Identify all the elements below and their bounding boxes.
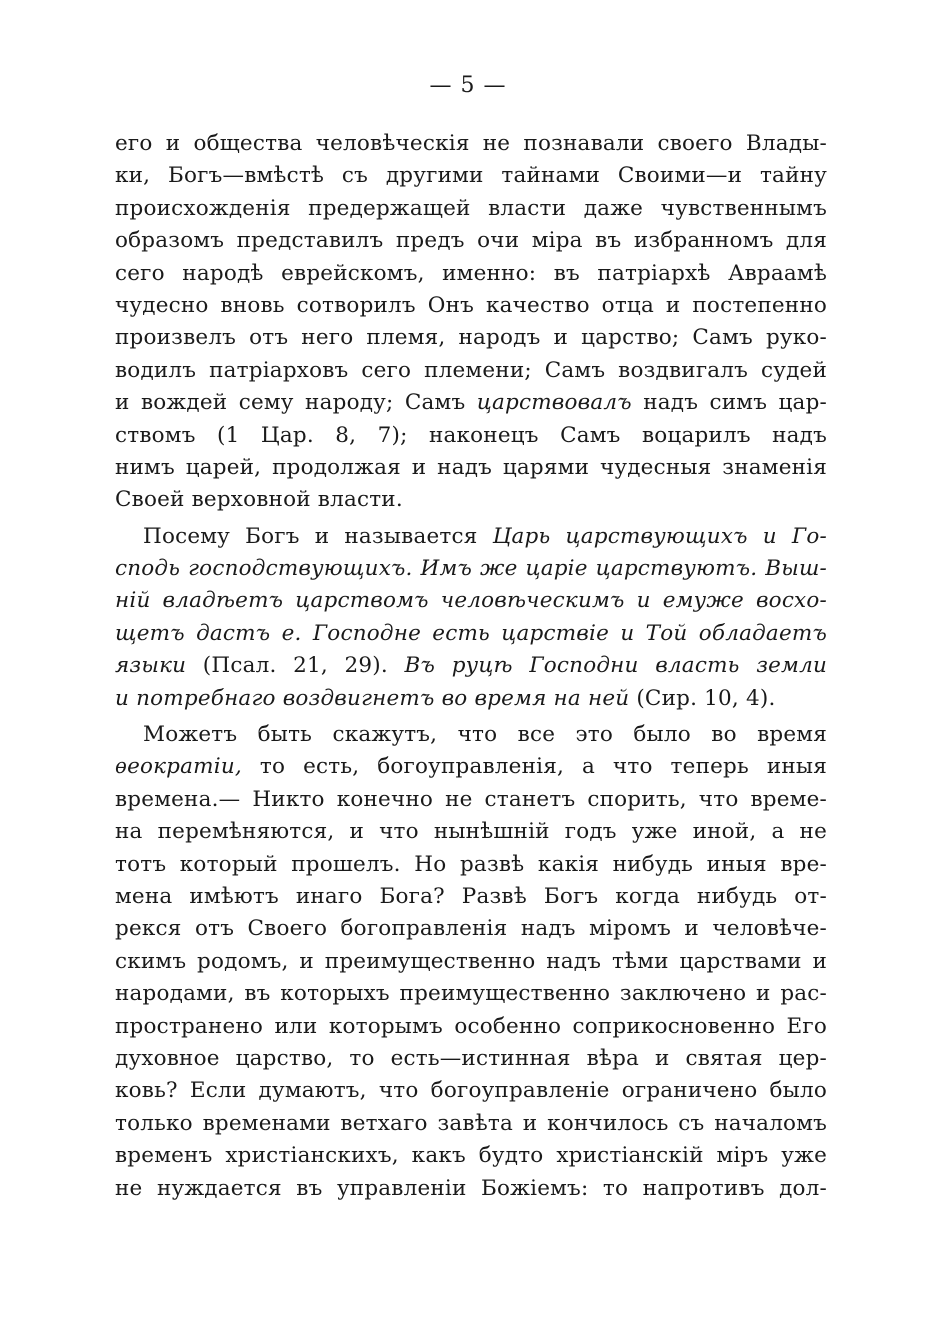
text-line xyxy=(115,650,827,682)
text-segment: времена.— Никто конечно не станетъ спорить, что време- xyxy=(115,786,827,812)
text-line xyxy=(115,521,827,553)
text-segment-italic: ній владѣетъ царствомъ человѣческимъ и емуже восхо- xyxy=(115,588,827,614)
text-segment: Посему Богъ и называется xyxy=(143,523,493,549)
text-line xyxy=(115,553,827,585)
text-line xyxy=(115,946,827,978)
paragraph xyxy=(115,719,827,1205)
text-segment: скимъ родомъ, и преимущественно надъ тѣми царствами и xyxy=(115,948,827,974)
text-line xyxy=(115,683,827,715)
text-line xyxy=(115,751,827,783)
text-segment: Можетъ быть скажутъ, что все это было во время xyxy=(143,722,827,748)
text-line xyxy=(115,128,827,160)
text-segment: ки, Богъ—вмѣстѣ съ другими тайнами Своими—и тайну xyxy=(115,163,827,189)
text-segment: тотъ который прошелъ. Но развѣ какія нибудь иныя вре- xyxy=(115,851,827,877)
text-segment-italic: и потребнаго воздвигнетъ во время на ней xyxy=(115,685,630,711)
text-segment-italic: царствовалъ xyxy=(476,390,632,416)
text-segment: водилъ патріарховъ сего племени; Самъ воздвигалъ судей xyxy=(115,357,827,383)
text-segment: образомъ представилъ предъ очи міра въ избранномъ для xyxy=(115,228,827,254)
text-segment-italic: сподь господствующихъ. Имъ же царіе царствуютъ. Выш- xyxy=(115,556,827,582)
text-segment: то есть, богоуправленія, а что теперь иныя xyxy=(241,754,827,780)
text-segment: не нуждается въ управленіи Божіемъ: то напротивъ дол- xyxy=(115,1175,827,1201)
text-segment-italic: щетъ дастъ е. Господне есть царствіе и Той обладаетъ xyxy=(115,620,827,646)
text-segment: (Сир. 10, 4). xyxy=(629,685,776,711)
text-line xyxy=(115,452,827,484)
text-segment: и вождей сему народу; Самъ xyxy=(115,390,477,416)
text-line xyxy=(115,978,827,1010)
text-line xyxy=(115,225,827,257)
text-line xyxy=(115,1173,827,1205)
text-line xyxy=(115,913,827,945)
text-line xyxy=(115,618,827,650)
text-segment: Своей верховной власти. xyxy=(115,487,403,513)
text-line xyxy=(115,1108,827,1140)
text-line xyxy=(115,849,827,881)
text-line xyxy=(115,585,827,617)
text-line xyxy=(115,719,827,751)
text-segment: надъ симъ цар- xyxy=(631,390,827,416)
text-segment: его и общества человѣческія не познавали своего Влады- xyxy=(115,131,827,156)
text-segment: только временами ветхаго завѣта и кончилось съ началомъ xyxy=(115,1110,827,1136)
text-line xyxy=(115,1140,827,1172)
text-segment-italic: ѳеократіи, xyxy=(115,754,242,780)
text-segment: пространено или которымъ особенно соприкосновенно Его xyxy=(115,1013,827,1039)
text-line xyxy=(115,355,827,387)
text-segment-italic: Царь царствующихъ и Го- xyxy=(492,523,827,549)
text-line xyxy=(115,322,827,354)
paragraph xyxy=(115,521,827,715)
text-segment: (Псал. 21, 29). xyxy=(186,653,405,679)
text-segment: нимъ царей, продолжая и надъ царями чудесныя знаменія xyxy=(115,454,827,480)
text-segment: чудесно вновь сотворилъ Онъ качество отца и постепенно xyxy=(115,292,827,318)
text-line xyxy=(115,784,827,816)
text-segment: происхожденія предержащей власти даже чувственнымъ xyxy=(115,195,827,221)
paragraph xyxy=(115,128,827,517)
text-segment-italic: языки xyxy=(115,653,187,679)
text-line xyxy=(115,290,827,322)
text-segment: ковь? Если думаютъ, что богоуправленіе ограничено было xyxy=(115,1078,827,1104)
text-segment: на перемѣняются, и что нынѣшній годъ уже иной, а не xyxy=(115,819,827,845)
page-number: — 5 — xyxy=(429,73,507,98)
text-segment: рекся отъ Своего богоправленія надъ міромъ и человѣче- xyxy=(115,916,827,942)
text-line xyxy=(115,193,827,225)
text-line xyxy=(115,1075,827,1107)
text-segment: мена имѣютъ инаго Бога? Развѣ Богъ когда нибудь от- xyxy=(115,883,827,909)
text-segment: временъ христіанскихъ, какъ будто христіанскій міръ уже xyxy=(115,1143,827,1169)
body-text xyxy=(115,128,827,1205)
text-segment-italic: Въ руцѣ Господни власть земли xyxy=(404,653,828,679)
text-line xyxy=(115,1043,827,1075)
text-line xyxy=(115,1011,827,1043)
text-line xyxy=(115,881,827,913)
text-line xyxy=(115,484,827,516)
text-line xyxy=(115,420,827,452)
text-line xyxy=(115,258,827,290)
text-line xyxy=(115,816,827,848)
text-segment: народами, въ которыхъ преимущественно заключено и рас- xyxy=(115,981,827,1007)
text-line xyxy=(115,160,827,192)
text-segment: ствомъ (1 Цар. 8, 7); наконецъ Самъ воцарилъ надъ xyxy=(115,422,827,448)
text-line xyxy=(115,387,827,419)
text-segment: сего народѣ еврейскомъ, именно: въ патріархѣ Авраамѣ xyxy=(115,260,827,286)
text-segment: произвелъ отъ него племя, народъ и царство; Самъ руко- xyxy=(115,325,827,351)
text-segment: духовное царство, то есть—истинная вѣра и святая цер- xyxy=(115,1045,827,1071)
